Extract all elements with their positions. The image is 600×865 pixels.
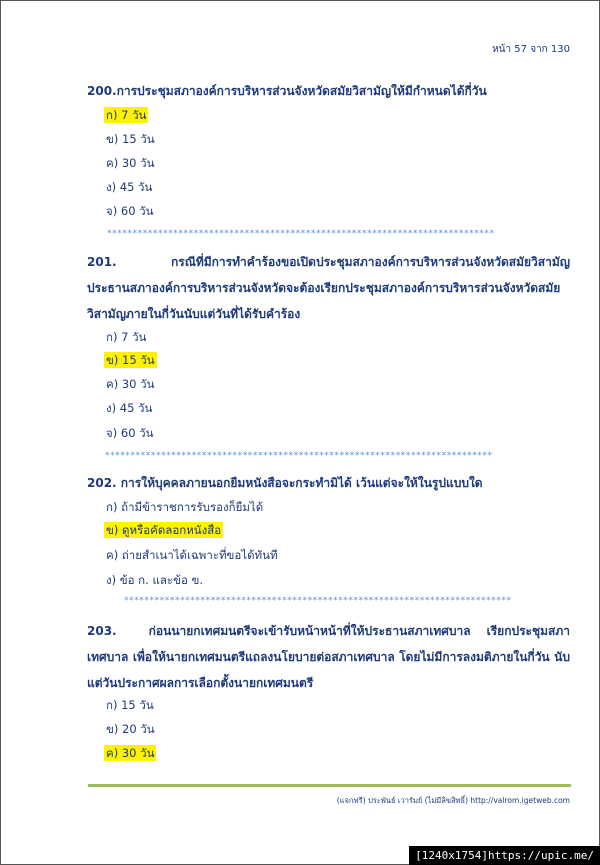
question-202-option-c: ค) ถ่ายสำเนาได้เฉพาะที่ขอได้ทันที bbox=[106, 548, 278, 562]
question-201-option-a: ก) 7 วัน bbox=[106, 330, 147, 344]
separator: **************************************************************************** bbox=[124, 596, 512, 606]
question-200-option-d: ง) 45 วัน bbox=[106, 180, 153, 194]
question-202-option-b: ข) ดูหรือคัดลอกหนังสือ bbox=[106, 523, 222, 537]
question-202-option-d: ง) ข้อ ก. และข้อ ข. bbox=[106, 573, 204, 587]
question-203-option-c: ค) 30 วัน bbox=[106, 746, 155, 760]
separator: **************************************************************************** bbox=[105, 451, 493, 461]
question-201-title: 201. กรณีที่มีการทำคำร้องขอเปิดประชุมสภาองค์การบริหารส่วนจังหวัดสมัยวิสามัญ ประธานสภาองค์การบริหารส่วนจังหวัดจะต้องเรียกประชุมสภาองค์การบริหารส่วนจังหวัดสมัยวิสามัญภายในกี่วันนับแต่วันที่ได้รับคำร้อง bbox=[87, 255, 570, 321]
question-200-option-b: ข) 15 วัน bbox=[106, 132, 155, 146]
question-201-option-d: ง) 45 วัน bbox=[106, 401, 153, 415]
question-200-option-c: ค) 30 วัน bbox=[106, 156, 155, 170]
separator: **************************************************************************** bbox=[107, 229, 495, 239]
question-200-title: 200.การประชุมสภาองค์การบริหารส่วนจังหวัดสมัยวิสามัญให้มีกำหนดได้กี่วัน bbox=[87, 84, 487, 98]
footer-credit: (แจกฟรี) ประพันธ์ เวารัมย์ (ไม่มีลิขสิทธิ์) http://valrom.igetweb.com bbox=[336, 796, 570, 805]
question-202-option-a: ก) ถ้ามีข้าราชการรับรองก็ยืมได้ bbox=[106, 500, 264, 514]
question-202-title: 202. การให้บุคคลภายนอกยืมหนังสือจะกระทำมิได้ เว้นแต่จะให้ในรูปแบบใด bbox=[87, 476, 483, 490]
question-203-option-a: ก) 15 วัน bbox=[106, 698, 154, 712]
question-200-option-a: ก) 7 วัน bbox=[106, 108, 147, 122]
footer-rule bbox=[88, 784, 571, 787]
question-203-option-b: ข) 20 วัน bbox=[106, 722, 155, 736]
question-201-option-e: จ) 60 วัน bbox=[106, 426, 154, 440]
question-201-option-b: ข) 15 วัน bbox=[106, 353, 155, 367]
question-200-option-e: จ) 60 วัน bbox=[106, 204, 154, 218]
watermark: [1240x1754]https://upic.me/ bbox=[409, 846, 600, 865]
question-203-title: 203. ก่อนนายกเทศมนตรีจะเข้ารับหน้าหน้าที่ให้ประธานสภาเทศบาล เรียกประชุมสภาเทศบาล เพื่อให้นายกเทศมนตรีแถลงนโยบายต่อสภาเทศบาล โดยไม่มีการลงมติภายในกี่วัน นับแต่วันประกาศผลการเลือกตั้งนายกเทศมนตรี bbox=[87, 624, 570, 690]
page-number: หน้า 57 จาก 130 bbox=[492, 44, 570, 55]
question-201-option-c: ค) 30 วัน bbox=[106, 377, 155, 391]
